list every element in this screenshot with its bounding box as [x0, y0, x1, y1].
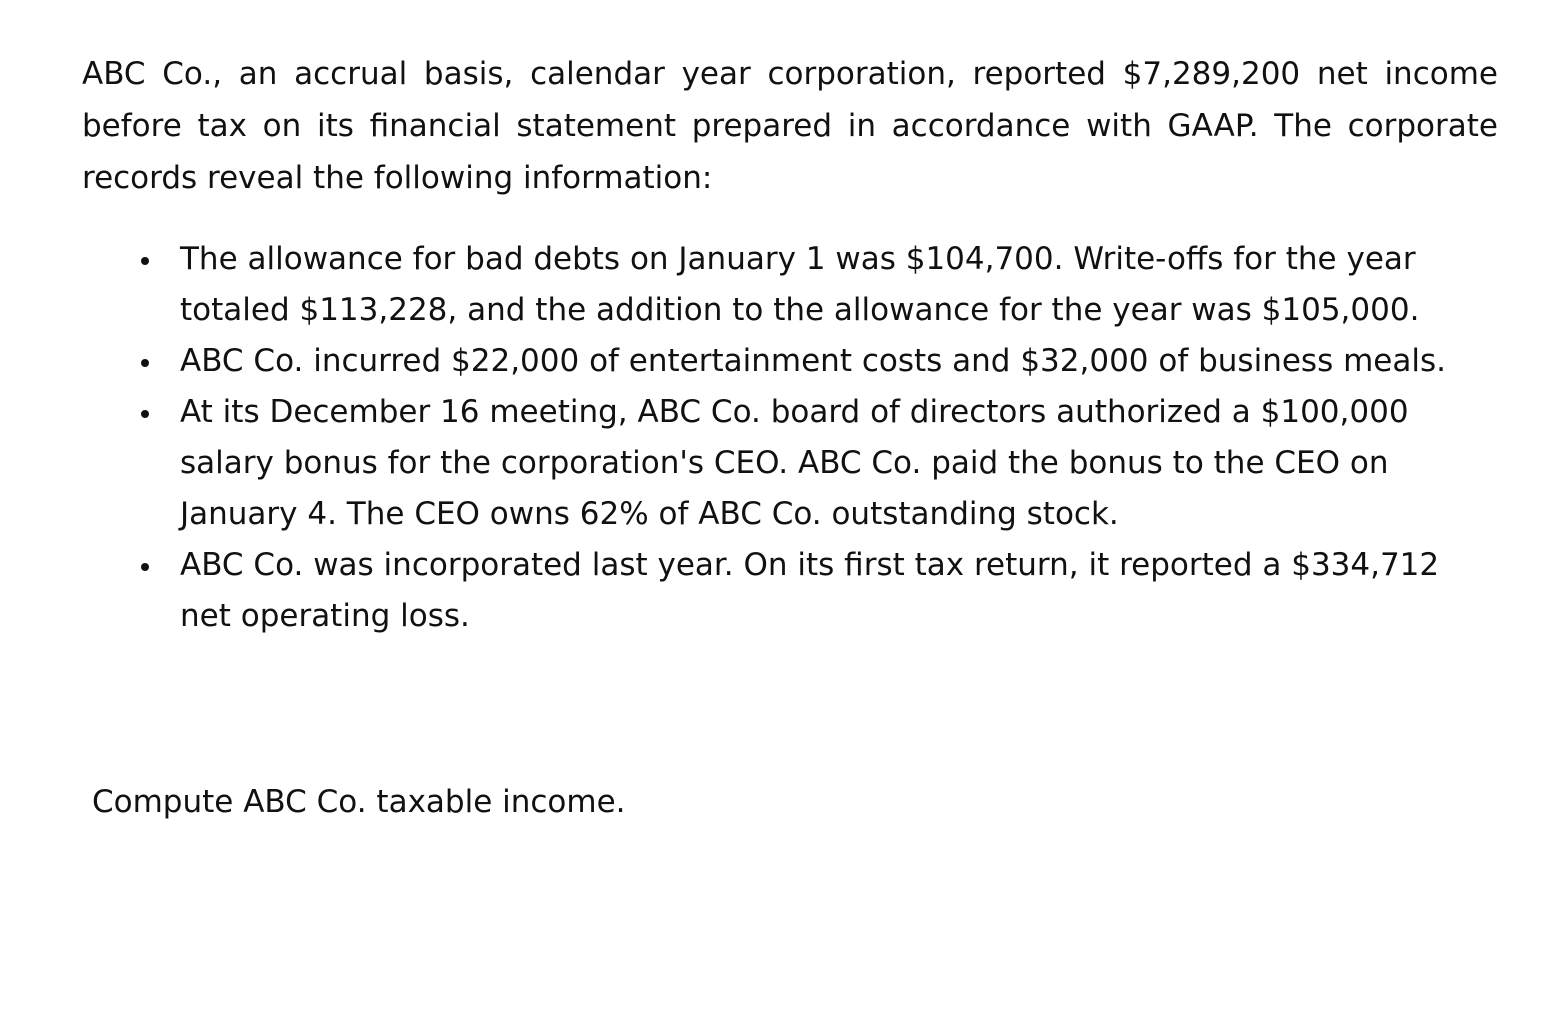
list-item-text: At its December 16 meeting, ABC Co. board of directors authorized a $100,000 salary bonus for the corporation's CEO. ABC Co. paid the bonus to the CEO on January 4. The CEO owns 62% of ABC Co. outstanding stock. [180, 394, 1409, 532]
bullet-icon [141, 563, 149, 571]
bullet-icon [141, 257, 149, 265]
list-item-text: The allowance for bad debts on January 1 was $104,700. Write-offs for the year totaled $113,228, and the addition to the allowance for the year was $105,000. [180, 241, 1420, 328]
list-item [180, 387, 1496, 540]
bullet-icon [141, 410, 149, 418]
list-item [180, 540, 1496, 642]
intro-paragraph: ABC Co., an accrual basis, calendar year corporation, reported $7,289,200 net income before tax on its financial statement prepared in accordance with GAAP. The corporate records reveal the following information: [82, 56, 1498, 196]
question-prompt: Compute ABC Co. taxable income. [92, 784, 626, 820]
list-item [180, 234, 1496, 336]
list-item [180, 336, 1496, 387]
information-list [180, 234, 1496, 642]
list-item-text: ABC Co. incurred $22,000 of entertainment costs and $32,000 of business meals. [180, 343, 1446, 379]
list-item-text: ABC Co. was incorporated last year. On its first tax return, it reported a $334,712 net operating loss. [180, 547, 1440, 634]
bullet-icon [141, 359, 149, 367]
